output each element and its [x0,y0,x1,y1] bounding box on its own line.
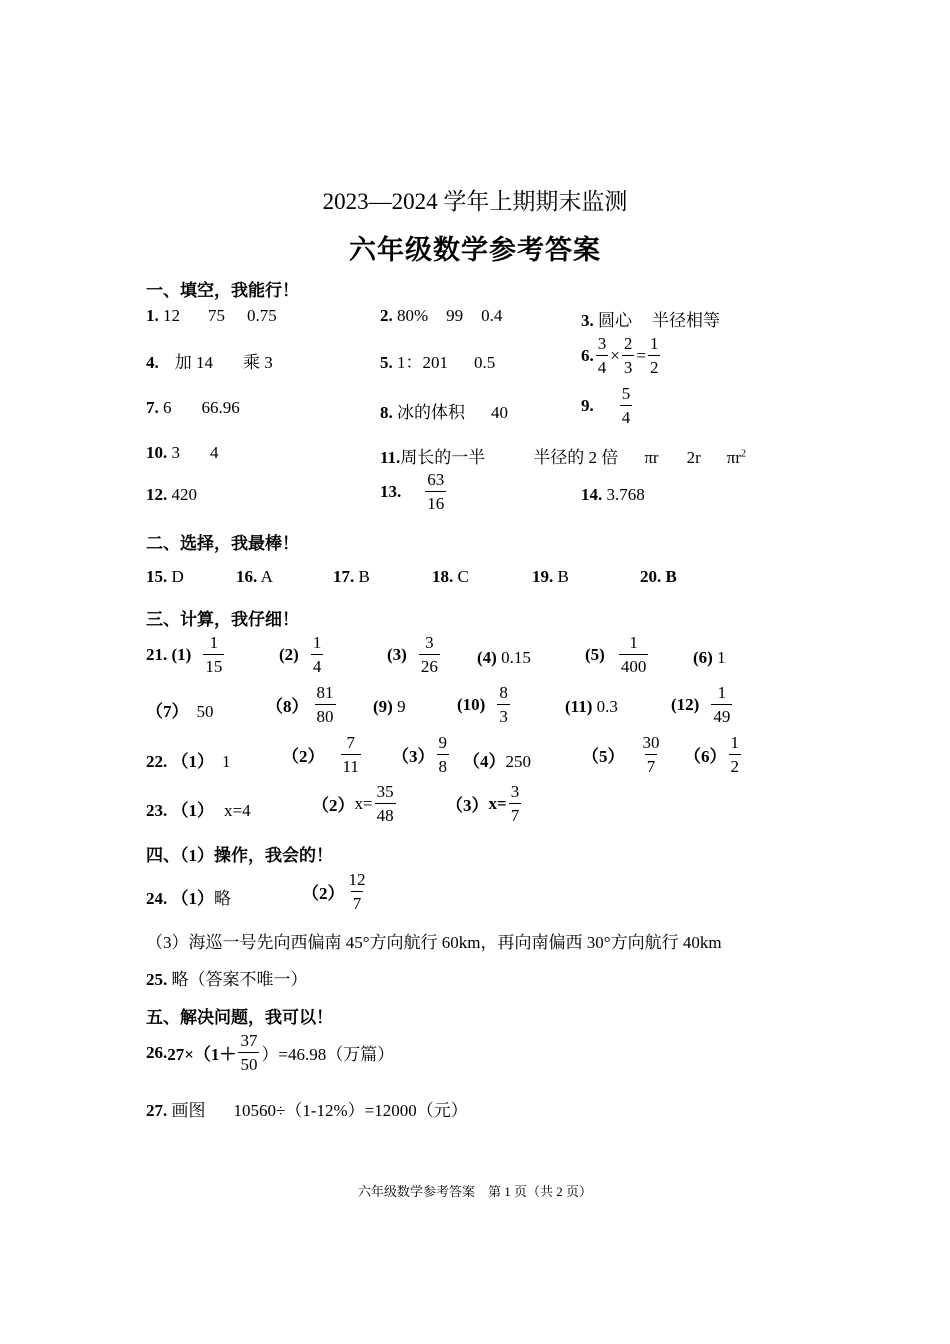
fraction: $\frac{1}{49}$ [713,683,731,726]
answer-q21-10: (10) $\frac{8}{3}$ [457,683,508,726]
answer-q21-3: (3) $\frac{3}{26}$ [387,633,438,676]
answer-q24-3: （3）海巡一号先向西偏南 45°方向航行 60km，再向南偏西 30°方向航行 40km [146,933,722,952]
fraction: $\frac{35}{48}$ [376,782,394,825]
answer-q24-1: 24. （1）略 [146,889,231,908]
answer-q25: 25. 略（答案不唯一） [146,970,308,989]
answer-q22-3: （3） $\frac{9}{8}$ [392,733,447,776]
section-heading-problem-solving: 五、解决问题，我可以！ [146,1008,333,1027]
answer-q21-4: (4) 0.15 [477,648,531,667]
answer-q13: 13. $\frac{63}{16}$ [380,470,445,513]
fraction: $\frac{2}{3}$ [623,334,633,377]
fraction: $\frac{12}{7}$ [348,870,366,913]
answer-q21-11: (11) 0.3 [565,697,618,716]
answer-q24-2: （2） $\frac{12}{7}$ [302,870,366,913]
answer-q3: 3. 圆心 半径相等 [581,311,720,330]
answer-q4: 4. 加 14 乘 3 [146,353,273,372]
answer-q21-9: (9) 9 [373,697,406,716]
fraction: $\frac{3}{4}$ [597,334,607,377]
answer-q21-6: (6) 1 [693,648,726,667]
fraction: $\frac{1}{15}$ [205,633,223,676]
answer-q18: 18. C [432,567,469,586]
answer-q21-8: （8） $\frac{81}{80}$ [266,683,334,726]
fraction: $\frac{3}{7}$ [510,782,520,825]
answer-q22-4: （4）250 [463,752,531,771]
fraction: $\frac{30}{7}$ [642,733,660,776]
answer-q17: 17. B [333,567,370,586]
answer-q22-1: 22. （1） 1 [146,752,231,771]
page-footer: 六年级数学参考答案 第 1 页（共 2 页） [357,1184,592,1199]
answer-q21-2: (2) $\frac{1}{4}$ [279,633,322,676]
answer-q6: 6. $\frac{3}{4}$ × $\frac{2}{3}$ = $\frac{1}{2}$ [581,334,659,377]
answer-q12: 12. 420 [146,485,197,504]
answer-q7: 7. 6 66.96 [146,398,240,417]
document-title: 2023—2024 学年上期期末监测 [322,189,628,214]
section-heading-choice: 二、选择，我最棒！ [146,534,299,553]
answer-q5: 5. 1：201 0.5 [380,353,496,372]
answer-q16: 16. A [236,567,273,586]
fraction: $\frac{81}{80}$ [316,683,334,726]
section-heading-operation: 四、（1）操作，我会的！ [146,846,333,865]
fraction: $\frac{1}{2}$ [730,733,739,776]
answer-q22-6: （6） $\frac{1}{2}$ [684,733,739,776]
answer-q21-12: (12) $\frac{1}{49}$ [671,683,731,726]
fraction: $\frac{37}{50}$ [240,1031,258,1074]
answer-q26: 26. 27×（1＋ $\frac{37}{50}$ ）=46.98（万篇） [146,1031,395,1074]
fraction: $\frac{1}{400}$ [620,633,647,676]
fraction: $\frac{5}{4}$ [621,384,631,427]
fraction: $\frac{3}{26}$ [420,633,438,676]
answer-q23-2: （2） x= $\frac{35}{48}$ [312,782,394,825]
answer-q27: 27. 画图 10560÷（1-12%）=12000（元） [146,1101,468,1120]
answer-q11: 11.周长的一半 半径的 2 倍 πr 2r $\pi r^2$ [380,448,746,467]
answer-q14: 14. 3.768 [581,485,645,504]
fraction: $\frac{8}{3}$ [499,683,508,726]
fraction: $\frac{7}{11}$ [342,733,359,776]
fraction: $\frac{63}{16}$ [427,470,445,513]
fraction: $\frac{1}{2}$ [649,334,659,377]
answer-q21-7: （7） 50 [146,702,214,721]
answer-q20: 20. B [640,567,677,586]
answer-q21-1: 21. (1) $\frac{1}{15}$ [146,633,223,676]
fraction: $\frac{1}{4}$ [312,633,322,676]
answer-q2: 2. 80% 99 0.4 [380,306,503,325]
answer-q21-5: (5) $\frac{1}{400}$ [585,633,647,676]
answer-q9: 9. $\frac{5}{4}$ [581,384,631,427]
answer-q22-5: （5） $\frac{30}{7}$ [582,733,660,776]
answer-q10: 10. 3 4 [146,443,219,462]
answer-q8: 8. 冰的体积 40 [380,403,508,422]
answer-q1: 1. 12 75 0.75 [146,306,277,325]
answer-q22-2: （2） $\frac{7}{11}$ [282,733,359,776]
section-heading-fill-in: 一、填空，我能行！ [146,281,299,300]
answer-q23-3: （3） x= $\frac{3}{7}$ [446,782,520,825]
answer-q15: 15. D [146,567,184,586]
document-subtitle: 六年级数学参考答案 [349,235,601,265]
answer-q23-1: 23. （1） x=4 [146,801,251,820]
section-heading-calculation: 三、计算，我仔细！ [146,610,299,629]
fraction: $\frac{9}{8}$ [438,733,447,776]
answer-q19: 19. B [532,567,569,586]
